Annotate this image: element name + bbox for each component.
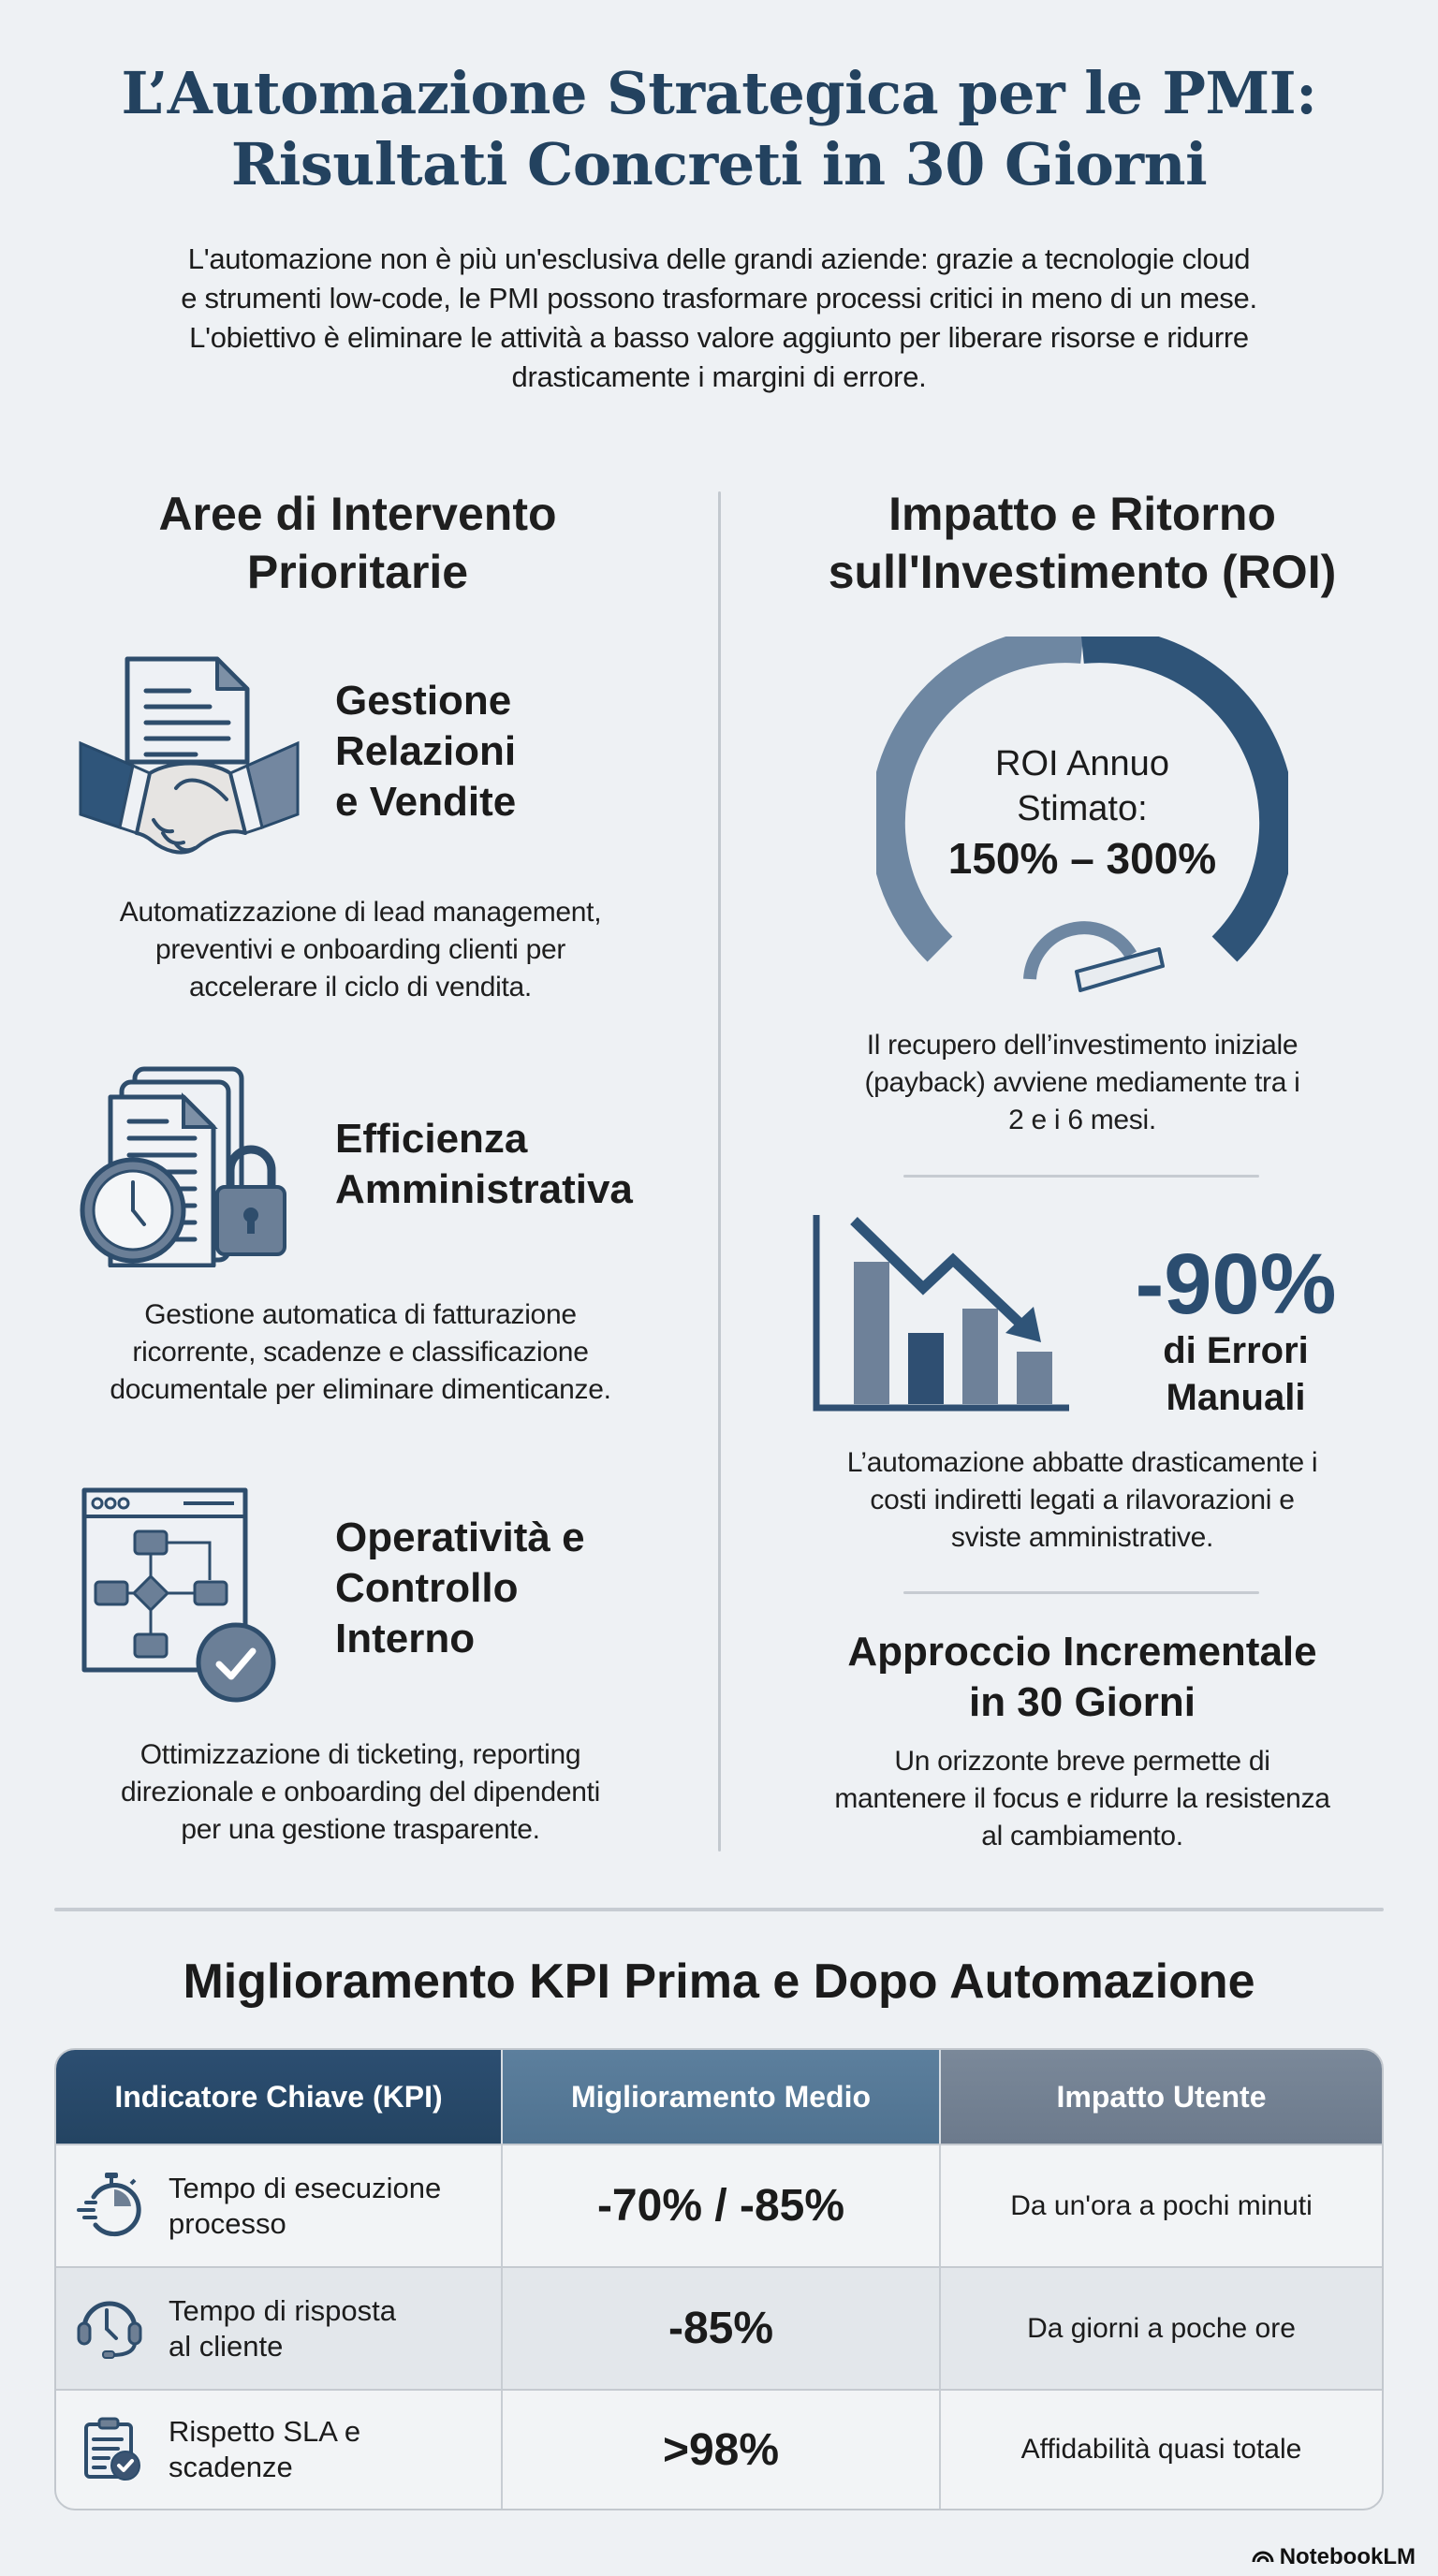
table-cell-improvement: >98% — [501, 2389, 939, 2509]
section-divider — [903, 1591, 1259, 1594]
kpi-name: Tempo di risposta al cliente — [169, 2293, 396, 2363]
table-row — [56, 2266, 501, 2389]
item-title-sales: Gestione Relazioni e Vendite — [335, 678, 517, 825]
approach-desc: Un orizzonte breve permette di mantenere il focus e ridurre la resistenza al cambiamento. — [834, 1746, 1330, 1852]
kpi-name: Tempo di esecuzione processo — [169, 2171, 442, 2240]
table-cell-impact: Da un'ora a pochi minuti — [939, 2144, 1382, 2266]
errors-stat-label: di Errori Manuali — [1163, 1330, 1309, 1418]
column-header-improvement: Miglioramento Medio — [501, 2050, 939, 2144]
item-desc-sales: Automatizzazione di lead management, preventivi e onboarding clienti per accelerare il ciclo di vendita. — [119, 897, 602, 1003]
column-header-impact: Impatto Utente — [939, 2050, 1382, 2144]
approach-title: Approccio Incrementale in 30 Giorni — [847, 1629, 1317, 1725]
section-divider — [54, 1908, 1384, 1911]
table-row — [56, 2144, 501, 2266]
right-section-title: Impatto e Ritorno sull'Investimento (ROI) — [828, 488, 1337, 598]
left-section-title: Aree di Intervento Prioritarie — [158, 488, 557, 598]
errors-stat-value: -90% — [1135, 1237, 1337, 1332]
payback-desc: Il recupero dell’investimento iniziale (payback) avviene mediamente tra i 2 e i 6 mesi. — [864, 1030, 1300, 1135]
table-cell-impact: Affidabilità quasi totale — [939, 2389, 1382, 2509]
documents-clock-lock-icon — [79, 1065, 294, 1267]
column-header-kpi: Indicatore Chiave (KPI) — [56, 2050, 501, 2144]
table-row — [56, 2389, 501, 2509]
kpi-name: Rispetto SLA e scadenze — [169, 2415, 361, 2483]
intro-paragraph: L'automazione non è più un'esclusiva delle grandi aziende: grazie a tecnologie cloud e strumenti low-code, le PMI possono trasformare processi critici in meno di un mese. L'obiettivo è eliminare le attività a basso valore aggiunto per liberare risorse e ridurre drasticamente i margini di errore. — [181, 242, 1257, 393]
section-divider — [903, 1175, 1259, 1178]
kpi-table-title: Miglioramento KPI Prima e Dopo Automazione — [183, 1954, 1255, 2009]
roi-value: 150% – 300% — [947, 834, 1217, 883]
handshake-document-icon — [79, 650, 300, 856]
brand-watermark: NotebookLM — [1252, 2544, 1416, 2570]
headset-clock-icon — [75, 2291, 144, 2365]
item-title-admin: Efficienza Amministrativa — [335, 1116, 633, 1212]
table-cell-improvement: -85% — [501, 2266, 939, 2389]
item-desc-admin: Gestione automatica di fatturazione ricorrente, scadenze e classificazione documentale per eliminare dimenticanze. — [110, 1299, 611, 1405]
declining-bar-chart-icon — [813, 1211, 1071, 1417]
item-title-operations: Operatività e Controllo Interno — [335, 1515, 585, 1661]
roi-gauge-label: ROI Annuo Stimato: 150% – 300% — [876, 741, 1288, 886]
stopwatch-icon — [75, 2169, 144, 2243]
column-divider — [718, 491, 721, 1852]
workflow-check-icon — [79, 1483, 298, 1704]
page-title: L’Automazione Strategica per le PMI: Risultati Concreti in 30 Giorni — [121, 59, 1317, 198]
notebooklm-logo-icon — [1252, 2544, 1274, 2570]
item-desc-operations: Ottimizzazione di ticketing, reporting direzionale e onboarding del dipendenti per una gestione trasparente. — [120, 1739, 601, 1845]
kpi-table — [54, 2048, 1384, 2510]
table-cell-impact: Da giorni a poche ore — [939, 2266, 1382, 2389]
table-cell-improvement: -70% / -85% — [501, 2144, 939, 2266]
errors-desc: L’automazione abbatte drasticamente i costi indiretti legati a rilavorazioni e sviste amministrative. — [846, 1447, 1318, 1553]
clipboard-check-icon — [75, 2413, 144, 2487]
